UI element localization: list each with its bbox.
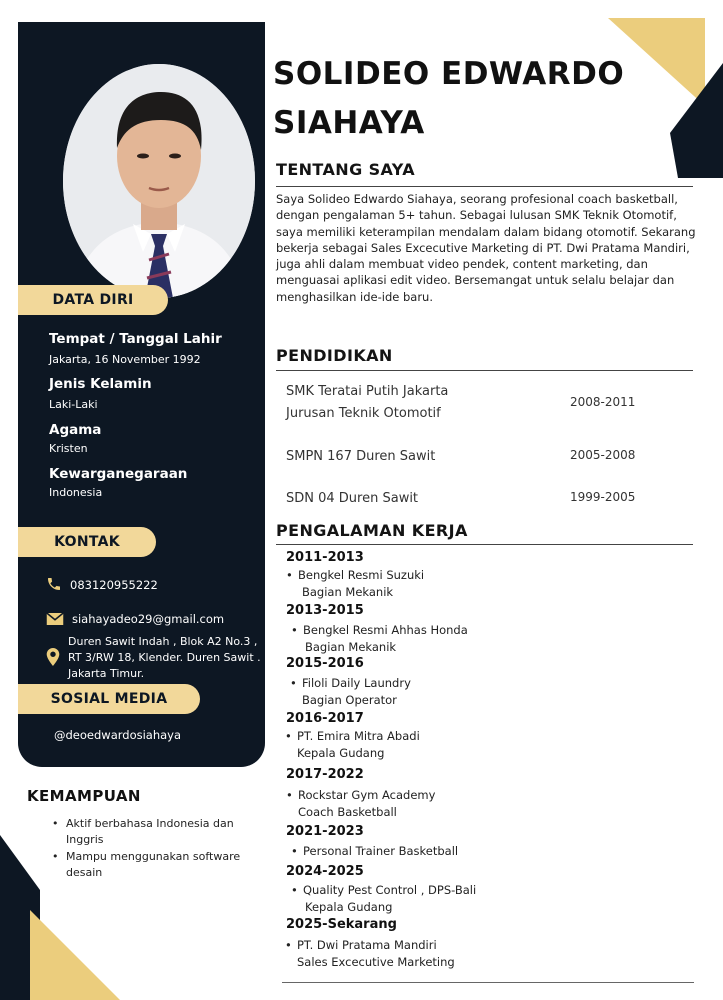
birth-value: Jakarta, 16 November 1992 xyxy=(49,353,201,366)
birth-label: Tempat / Tanggal Lahir xyxy=(49,331,222,347)
exp-years: 2011-2013 xyxy=(286,550,364,565)
exp-item: • Bengkel Resmi Ahhas Honda Bagian Mekanik xyxy=(291,623,468,654)
gender-value: Laki-Laki xyxy=(49,398,98,411)
exp-item: • PT. Dwi Pratama Mandiri Sales Excecutive Marketing xyxy=(285,938,455,969)
exp-years: 2025-Sekarang xyxy=(286,917,397,932)
nationality-value: Indonesia xyxy=(49,486,103,499)
pendidikan-title: PENDIDIKAN xyxy=(276,346,393,365)
pengalaman-rule xyxy=(276,544,693,545)
kontak-header: KONTAK xyxy=(18,527,156,557)
tentang-saya-rule xyxy=(276,186,693,187)
education-row: SMPN 167 Duren Sawit 2005-2008 xyxy=(286,448,636,464)
name-last: SIAHAYA xyxy=(273,105,425,141)
email-text: siahayadeo29@gmail.com xyxy=(72,612,225,626)
exp-years: 2021-2023 xyxy=(286,824,364,839)
address-row xyxy=(46,634,264,682)
profile-photo xyxy=(63,64,255,298)
exp-item: • Bengkel Resmi Suzuki Bagian Mekanik xyxy=(286,568,425,599)
pendidikan-rule xyxy=(276,370,693,371)
phone-row[interactable] xyxy=(46,576,158,592)
exp-item: • Filoli Daily Laundry Bagian Operator xyxy=(290,676,411,707)
about-text: Saya Solideo Edwardo Siahaya, seorang profesional coach basketball, dengan pengalaman 5+ tahun. Sebagai lulusan SMK Teknik Otomotif, saya memiliki keterampilan mendalam dalam bidang otomotif. Sekarang bekerja sebagai Sales Excecutive Marketing di PT. Dwi Pratama Mandiri, juga ahli dalam membuat video pendek, content marketing, dan menguasai aplikasi edit video. Bersemangat untuk selalu belajar dan menghasilkan ide-ide baru. xyxy=(276,192,696,304)
exp-years: 2015-2016 xyxy=(286,656,364,671)
exp-item: • Personal Trainer Basketball xyxy=(291,844,459,858)
exp-years: 2016-2017 xyxy=(286,711,364,726)
mail-icon xyxy=(46,612,64,626)
pengalaman-title: PENGALAMAN KERJA xyxy=(276,521,468,540)
exp-years: 2017-2022 xyxy=(286,767,364,782)
decor-top-right xyxy=(600,18,723,178)
skill-item: • Aktif berbahasa Indonesia dan Inggris xyxy=(52,817,234,846)
gender-label: Jenis Kelamin xyxy=(49,376,152,392)
bottom-rule xyxy=(282,982,694,983)
data-diri-header: DATA DIRI xyxy=(18,285,168,315)
exp-item: • Rockstar Gym Academy Coach Basketball xyxy=(286,788,436,819)
exp-item: • PT. Emira Mitra Abadi Kepala Gudang xyxy=(285,729,420,760)
skill-item: • Mampu menggunakan software desain xyxy=(52,850,241,879)
email-row[interactable] xyxy=(46,612,224,626)
exp-item: • Quality Pest Control , DPS-Bali Kepala Gudang xyxy=(291,883,477,914)
social-handle[interactable]: @deoedwardosiahaya xyxy=(54,728,182,742)
nationality-label: Kewarganegaraan xyxy=(49,466,188,482)
education-row: SMK Teratai Putih Jakarta Jurusan Teknik Otomotif 2008-2011 xyxy=(286,384,636,421)
phone-icon xyxy=(46,576,62,592)
phone-text: 083120955222 xyxy=(70,578,158,592)
religion-label: Agama xyxy=(49,422,102,438)
kemampuan-title: KEMAMPUAN xyxy=(27,787,141,805)
address-text: Duren Sawit Indah , Blok A2 No.3 , RT 3/RW 18, Klender. Duren Sawit . Jakarta Timur. xyxy=(68,635,261,680)
religion-value: Kristen xyxy=(49,442,88,455)
exp-years: 2013-2015 xyxy=(286,603,364,618)
sosial-media-header: SOSIAL MEDIA xyxy=(18,684,200,714)
tentang-saya-title: TENTANG SAYA xyxy=(276,160,415,179)
location-pin-icon xyxy=(46,648,60,666)
exp-years: 2024-2025 xyxy=(286,864,364,879)
education-row: SDN 04 Duren Sawit 1999-2005 xyxy=(286,490,636,506)
name-first: SOLIDEO EDWARDO xyxy=(273,56,625,92)
